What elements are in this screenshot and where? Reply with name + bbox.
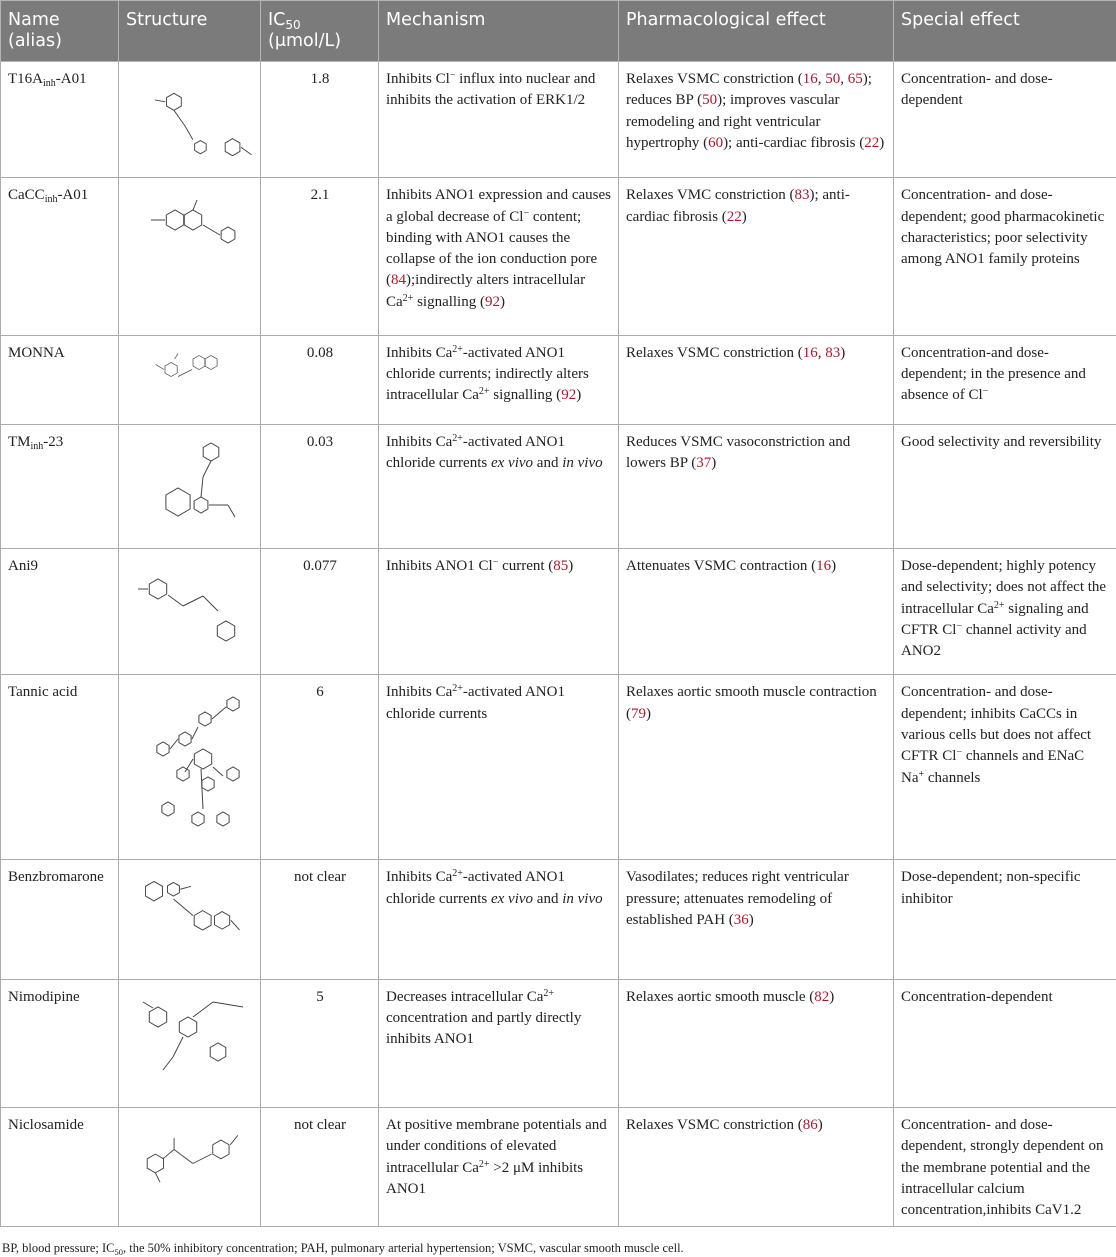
text-segment: and	[533, 891, 562, 907]
text-segment: Concentration- and dose-dependent; inhibits CaCCs in various cells but does not affect CFTR Cl	[901, 684, 1091, 764]
chemical-structure-image	[123, 1112, 257, 1215]
text-segment: inh	[43, 78, 56, 89]
special-effect-cell	[894, 549, 1116, 675]
text-segment: Inhibits Ca	[386, 684, 452, 700]
special-effect-cell	[894, 335, 1116, 424]
text-segment: -A01	[56, 71, 87, 87]
text-segment: 2+	[479, 386, 490, 397]
text-segment: -activated ANO1 chloride currents	[386, 869, 565, 906]
mechanism-cell	[379, 860, 619, 979]
ic50-cell	[261, 62, 379, 178]
text-segment: Concentration-and dose-dependent; in the presence and absence of Cl	[901, 345, 1086, 404]
reference-link[interactable]: 16	[803, 345, 818, 361]
ic50-value: 1.8	[311, 71, 330, 87]
text-segment: Mechanism	[386, 10, 485, 30]
ic50-cell	[261, 1108, 379, 1226]
text-segment: signalling (	[413, 294, 485, 310]
special-effect-cell	[894, 62, 1116, 178]
structure-cell	[119, 979, 261, 1107]
text-segment: Relaxes VSMC constriction (	[626, 345, 803, 361]
structure-cell	[119, 1108, 261, 1226]
table-row	[1, 1108, 1116, 1226]
table-row	[1, 424, 1116, 548]
text-segment: channel activity and ANO2	[901, 622, 1087, 659]
text-segment: Relaxes aortic smooth muscle contraction (	[626, 684, 877, 721]
text-segment: 2+	[452, 433, 463, 444]
text-segment: in vivo	[562, 891, 602, 907]
text-segment: -activated ANO1 chloride currents	[386, 684, 565, 721]
text-segment: TM	[8, 434, 31, 450]
ic50-value: not clear	[294, 869, 346, 885]
text-segment: Ani9	[8, 558, 38, 574]
chemical-structure-image	[123, 551, 257, 665]
text-segment: )	[829, 989, 834, 1005]
text-segment: ,	[818, 71, 826, 87]
text-segment: influx into nuclear and inhibits the activation of ERK1/2	[386, 71, 595, 108]
text-segment: )	[500, 294, 505, 310]
text-segment: ex vivo	[491, 455, 533, 471]
text-segment: Concentration- and dose-dependent	[901, 71, 1053, 108]
text-segment: Inhibits Cl	[386, 71, 450, 87]
text-segment: 2+	[994, 600, 1005, 611]
chemical-structure-image	[123, 338, 257, 415]
reference-link[interactable]: 50	[825, 71, 840, 87]
table-row	[1, 860, 1116, 979]
reference-link[interactable]: 60	[708, 135, 723, 151]
text-segment: Inhibits ANO1 Cl	[386, 558, 493, 574]
text-segment: BP, blood pressure; IC	[2, 1241, 115, 1255]
pharmacological-effect-cell	[619, 675, 894, 860]
text-segment: )	[711, 455, 716, 471]
text-segment: in vivo	[562, 455, 602, 471]
text-segment: ex vivo	[491, 891, 533, 907]
text-segment: )	[818, 1117, 823, 1133]
header-special-effect	[894, 1, 1116, 62]
header-structure	[119, 1, 261, 62]
text-segment: Concentration-dependent	[901, 989, 1053, 1005]
pharmacological-effect-cell	[619, 178, 894, 335]
compound-name-cell	[1, 549, 119, 675]
mechanism-cell	[379, 1108, 619, 1226]
reference-link[interactable]: 85	[553, 558, 568, 574]
text-segment: −	[493, 557, 499, 568]
ic50-cell	[261, 979, 379, 1107]
text-segment: 50	[285, 18, 300, 32]
mechanism-cell	[379, 335, 619, 424]
text-segment: T16A	[8, 71, 43, 87]
compound-name-cell	[1, 860, 119, 979]
reference-link[interactable]: 83	[794, 187, 809, 203]
text-segment: −	[523, 208, 529, 219]
text-segment: channels	[924, 770, 980, 786]
text-segment: signaling and CFTR Cl	[901, 601, 1089, 638]
special-effect-cell	[894, 1108, 1116, 1226]
ic50-cell	[261, 549, 379, 675]
ic50-cell	[261, 860, 379, 979]
text-segment: Pharmacological effect	[626, 10, 826, 30]
reference-link[interactable]: 92	[485, 294, 500, 310]
header-pharmacological-effect	[619, 1, 894, 62]
reference-link[interactable]: 65	[848, 71, 863, 87]
table-row	[1, 549, 1116, 675]
text-segment: Tannic acid	[8, 684, 77, 700]
pharmacological-effect-cell	[619, 62, 894, 178]
compound-name-cell	[1, 1108, 119, 1226]
compound-name-cell	[1, 979, 119, 1107]
text-segment: Name (alias)	[8, 10, 62, 51]
structure-cell	[119, 860, 261, 979]
text-segment: Good selectivity and reversibility	[901, 434, 1101, 450]
text-segment: Relaxes VMC constriction (	[626, 187, 794, 203]
structure-cell	[119, 178, 261, 335]
text-segment: )	[879, 135, 884, 151]
text-segment: Relaxes VSMC constriction (	[626, 1117, 803, 1133]
reference-link[interactable]: 50	[702, 92, 717, 108]
compound-name-cell	[1, 62, 119, 178]
text-segment: )	[831, 558, 836, 574]
text-segment: ); improves vascular remodeling and right ventricular hypertrophy (	[626, 92, 840, 151]
table-row	[1, 62, 1116, 178]
reference-link[interactable]: 37	[696, 455, 711, 471]
mechanism-cell	[379, 62, 619, 178]
text-segment: (μmol/L)	[268, 31, 341, 51]
table-row	[1, 675, 1116, 860]
pharmacological-effect-cell	[619, 860, 894, 979]
pharmacological-effect-cell	[619, 979, 894, 1107]
pharmacological-effect-cell	[619, 335, 894, 424]
text-segment: >2 μM inhibits ANO1	[386, 1160, 583, 1197]
reference-link[interactable]: 22	[864, 135, 879, 151]
table-row	[1, 335, 1116, 424]
ic50-value: 0.077	[303, 558, 337, 574]
reference-link[interactable]: 83	[825, 345, 840, 361]
text-segment: Inhibits Ca	[386, 434, 452, 450]
text-segment: Relaxes VSMC constriction (	[626, 71, 803, 87]
reference-link[interactable]: 16	[816, 558, 831, 574]
text-segment: Benzbromarone	[8, 869, 104, 885]
text-segment: )	[742, 209, 747, 225]
chemical-structure-image	[123, 180, 257, 325]
reference-link[interactable]: 84	[391, 272, 406, 288]
table-footnote	[0, 1227, 1116, 1256]
text-segment: ); reduces BP (	[626, 71, 872, 108]
reference-link[interactable]: 36	[734, 912, 749, 928]
ic50-cell	[261, 335, 379, 424]
text-segment: current (	[498, 558, 553, 574]
text-segment: and	[533, 455, 562, 471]
text-segment: Inhibits ANO1 expression and causes a global decrease of Cl	[386, 187, 611, 224]
header-ic50	[261, 1, 379, 62]
compound-name-cell	[1, 675, 119, 860]
text-segment: -activated ANO1 chloride currents	[386, 434, 565, 471]
text-segment: IC	[268, 10, 285, 30]
pharmacological-effect-cell	[619, 424, 894, 548]
text-segment: Niclosamide	[8, 1117, 84, 1133]
chemical-structure-image	[123, 64, 257, 168]
text-segment: )	[568, 558, 573, 574]
text-segment: Concentration- and dose-dependent; good pharmacokinetic characteristics; poor selectivity among ANO1 family proteins	[901, 187, 1104, 267]
mechanism-cell	[379, 675, 619, 860]
text-segment: −	[983, 386, 989, 397]
header-name	[1, 1, 119, 62]
ic50-value: not clear	[294, 1117, 346, 1133]
structure-cell	[119, 62, 261, 178]
text-segment: concentration and partly directly inhibits ANO1	[386, 1010, 581, 1047]
text-segment: signalling (	[490, 387, 562, 403]
text-segment: )	[576, 387, 581, 403]
reference-link[interactable]: 86	[803, 1117, 818, 1133]
text-segment: Inhibits Ca	[386, 345, 452, 361]
text-segment: );indirectly alters intracellular Ca	[386, 272, 585, 309]
text-segment: channels and ENaC Na	[901, 748, 1084, 785]
special-effect-cell	[894, 860, 1116, 979]
special-effect-cell	[894, 979, 1116, 1107]
text-segment: Structure	[126, 10, 207, 30]
mechanism-cell	[379, 549, 619, 675]
text-segment: 2+	[479, 1159, 490, 1170]
mechanism-cell	[379, 424, 619, 548]
pharmacological-effect-cell	[619, 1108, 894, 1226]
text-segment: ); anti-cardiac fibrosis (	[626, 187, 850, 224]
text-segment: 2+	[403, 293, 414, 304]
special-effect-cell	[894, 424, 1116, 548]
text-segment: 2+	[452, 868, 463, 879]
chemical-structure-image	[123, 427, 257, 539]
text-segment: -activated ANO1 chloride currents; indirectly alters intracellular Ca	[386, 345, 589, 404]
text-segment: 2+	[452, 683, 463, 694]
ic50-value: 2.1	[311, 187, 330, 203]
text-segment: 2+	[452, 344, 463, 355]
reference-link[interactable]: 92	[561, 387, 576, 403]
text-segment: content; binding with ANO1 causes the collapse of the ion conduction pore (	[386, 209, 597, 289]
text-segment: ,	[818, 345, 826, 361]
ic50-value: 0.03	[307, 434, 333, 450]
reference-link[interactable]: 82	[814, 989, 829, 1005]
mechanism-cell	[379, 178, 619, 335]
special-effect-cell	[894, 675, 1116, 860]
ic50-cell	[261, 675, 379, 860]
text-segment: -A01	[57, 187, 88, 203]
compound-name-cell	[1, 178, 119, 335]
ic50-value: 5	[316, 989, 324, 1005]
text-segment: Dose-dependent; non-specific inhibitor	[901, 869, 1081, 906]
text-segment: −	[956, 621, 962, 632]
text-segment: )	[840, 345, 845, 361]
chemical-structure-image	[123, 679, 257, 849]
reference-link[interactable]: 79	[631, 706, 646, 722]
text-segment: Decreases intracellular Ca	[386, 989, 543, 1005]
text-segment: inh	[45, 194, 58, 205]
compound-name-cell	[1, 335, 119, 424]
text-segment: Relaxes aortic smooth muscle (	[626, 989, 814, 1005]
text-segment: Nimodipine	[8, 989, 80, 1005]
header-row	[1, 1, 1116, 62]
text-segment: Vasodilates; reduces right ventricular pressure; attenuates remodeling of established PAH (	[626, 869, 849, 928]
reference-link[interactable]: 22	[727, 209, 742, 225]
ic50-value: 6	[316, 684, 324, 700]
chemical-structure-image	[123, 982, 257, 1098]
text-segment: MONNA	[8, 345, 65, 361]
compound-name-cell	[1, 424, 119, 548]
text-segment: 50	[115, 1247, 124, 1257]
text-segment: Reduces VSMC vasoconstriction and lowers BP (	[626, 434, 850, 471]
text-segment: Inhibits Ca	[386, 869, 452, 885]
text-segment: inh	[31, 441, 44, 452]
text-segment: , the 50% inhibitory concentration; PAH, pulmonary arterial hypertension; VSMC, vascular smooth muscle cell.	[123, 1241, 684, 1255]
text-segment: ); anti-cardiac fibrosis (	[723, 135, 864, 151]
text-segment: 2+	[543, 988, 554, 999]
ic50-value: 0.08	[307, 345, 333, 361]
pharmacological-effect-cell	[619, 549, 894, 675]
text-segment: Attenuates VSMC contraction (	[626, 558, 816, 574]
text-segment: −	[450, 70, 456, 81]
ic50-cell	[261, 178, 379, 335]
structure-cell	[119, 549, 261, 675]
structure-cell	[119, 424, 261, 548]
text-segment: Special effect	[901, 10, 1020, 30]
structure-cell	[119, 675, 261, 860]
special-effect-cell	[894, 178, 1116, 335]
mechanism-cell	[379, 979, 619, 1107]
table-row	[1, 979, 1116, 1107]
text-segment: CaCC	[8, 187, 45, 203]
structure-cell	[119, 335, 261, 424]
text-segment: At positive membrane potentials and under conditions of elevated intracellular Ca	[386, 1117, 607, 1176]
ic50-cell	[261, 424, 379, 548]
text-segment: −	[956, 747, 962, 758]
text-segment: )	[749, 912, 754, 928]
text-segment: Concentration- and dose-dependent, strongly dependent on the membrane potential and the intracellular calcium concentration,inhibits CaV1.2	[901, 1117, 1103, 1218]
text-segment: +	[919, 769, 925, 780]
table-row	[1, 178, 1116, 335]
text-segment: Dose-dependent; highly potency and selectivity; does not affect the intracellular Ca	[901, 558, 1106, 617]
text-segment: -23	[43, 434, 63, 450]
text-segment: )	[646, 706, 651, 722]
text-segment: ,	[840, 71, 848, 87]
reference-link[interactable]: 16	[803, 71, 818, 87]
header-mechanism	[379, 1, 619, 62]
chemical-structure-image	[123, 862, 257, 969]
